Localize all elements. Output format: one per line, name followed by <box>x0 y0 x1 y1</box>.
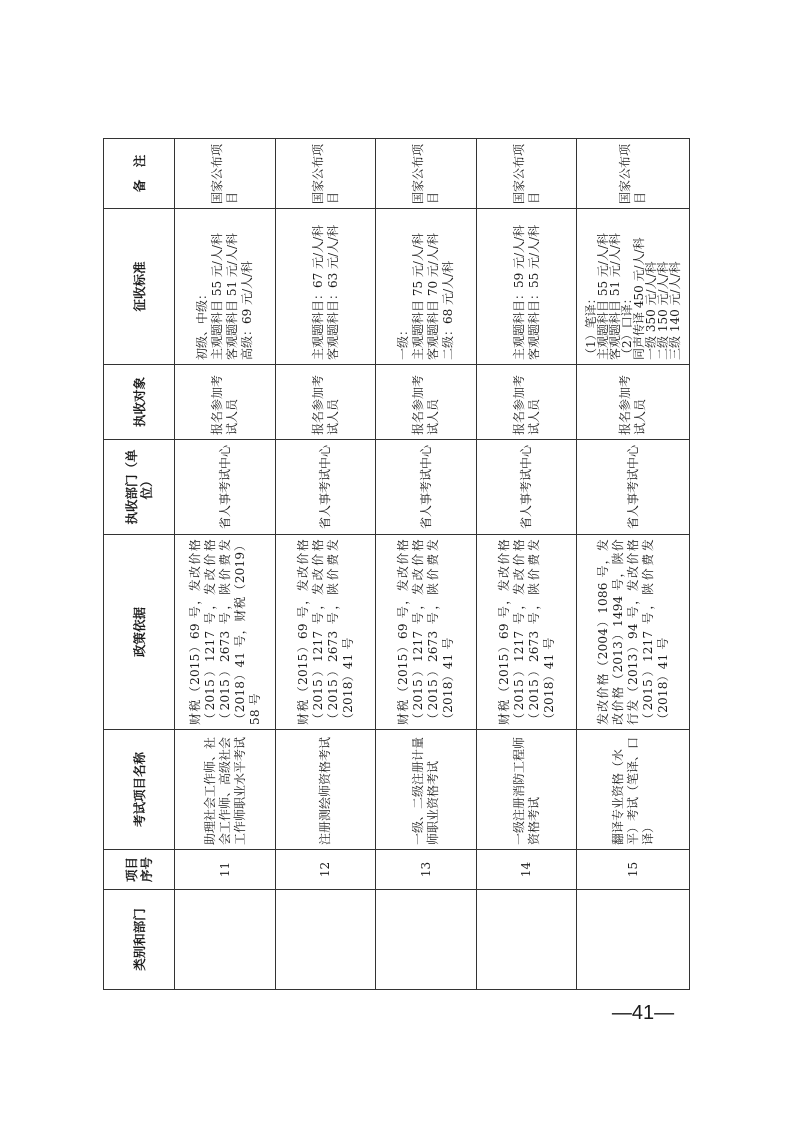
standard-line: 客观题科目 70 元/人/科 <box>426 233 441 360</box>
standard-line: 主观题科目：59 元/人/科 <box>511 224 526 360</box>
dept-cell: 省人事考试中心 <box>175 440 275 535</box>
target-cell: 报名参加考试人员 <box>577 365 690 440</box>
standard-line: 高级：69 元/人/科 <box>240 260 255 360</box>
seq-cell: 14 <box>476 850 576 890</box>
category-cell <box>275 890 375 990</box>
target-cell: 报名参加考试人员 <box>275 365 375 440</box>
page-number: —41— <box>611 1002 675 1024</box>
standard-cell <box>476 209 576 365</box>
header-standard: 征收标准 <box>104 209 175 365</box>
name-cell: 助理社会工作师、社会工作师、高级社会工作师职业水平考试 <box>175 730 275 850</box>
category-cell <box>376 890 476 990</box>
standard-line: 客观题科目：55 元/人/科 <box>526 224 541 360</box>
header-note: 备 注 <box>104 139 175 209</box>
target-cell: 报名参加考试人员 <box>476 365 576 440</box>
name-cell: 一级注册消防工程师资格考试 <box>476 730 576 850</box>
rotated-fee-table-container <box>103 139 690 990</box>
header-basis: 政策依据 <box>104 535 175 730</box>
target-cell: 报名参加考试人员 <box>376 365 476 440</box>
dept-cell: 省人事考试中心 <box>476 440 576 535</box>
name-cell: 一级、二级注册计量师职业资格考试 <box>376 730 476 850</box>
note-cell: 国家公布项目 <box>275 139 375 209</box>
standard-cell <box>376 209 476 365</box>
header-name: 考试项目名称 <box>104 730 175 850</box>
standard-line: 主观题科目 55 元/人/科 <box>210 233 225 360</box>
standard-line: 一级： <box>396 323 411 360</box>
seq-cell: 12 <box>275 850 375 890</box>
note-cell: 国家公布项目 <box>577 139 690 209</box>
standard-line: 客观题科目 51 元/人/科 <box>225 233 240 360</box>
standard-line: 三级 140 元/人/科 <box>668 261 683 360</box>
standard-line: 客观题科目：63 元/人/科 <box>325 224 340 360</box>
standard-line: 客观题科目 51 元/人/科 <box>608 233 623 360</box>
basis-cell: 财税（2015）69 号，发改价格（2015）1217 号，发改价格（2015）2673 号，陕价费发（2018）41 号 <box>275 535 375 730</box>
standard-line: （2）口译： <box>620 292 635 360</box>
header-dept: 执收部门（单位） <box>104 440 175 535</box>
seq-cell: 15 <box>577 850 690 890</box>
dept-cell: 省人事考试中心 <box>275 440 375 535</box>
table-row <box>577 139 690 990</box>
name-cell: 翻译专业资格（水平）考试（笔译、口译） <box>577 730 690 850</box>
header-target: 执收对象 <box>104 365 175 440</box>
header-seq: 项目序号 <box>104 850 175 890</box>
table-row <box>275 139 375 990</box>
name-cell: 注册测绘师资格考试 <box>275 730 375 850</box>
dept-cell: 省人事考试中心 <box>376 440 476 535</box>
standard-line: 初级、中级： <box>195 287 210 360</box>
exam-fee-table <box>103 138 690 990</box>
seq-cell: 11 <box>175 850 275 890</box>
table-row <box>376 139 476 990</box>
standard-cell <box>175 209 275 365</box>
dept-cell: 省人事考试中心 <box>577 440 690 535</box>
standard-line: 同声传译 450 元/人/科 <box>632 237 647 360</box>
standard-line: 主观题科目 55 元/人/科 <box>596 233 611 360</box>
table-row <box>175 139 275 990</box>
target-cell: 报名参加考试人员 <box>175 365 275 440</box>
standard-line: 二级 150 元/人/科 <box>656 261 671 360</box>
note-cell: 国家公布项目 <box>376 139 476 209</box>
category-cell <box>577 890 690 990</box>
category-cell <box>476 890 576 990</box>
standard-line: 一级 350 元/人/科 <box>644 261 659 360</box>
basis-cell: 财税（2015）69 号，发改价格（2015）1217 号，发改价格（2015）2673 号，陕价费发（2018）41 号 <box>376 535 476 730</box>
standard-line: 二级：68 元/人/科 <box>441 260 456 360</box>
standard-cell <box>577 209 690 365</box>
seq-cell: 13 <box>376 850 476 890</box>
basis-cell: 发改价格（2004）1086 号，发改价格（2013）1494 号，陕价行发（2013）94 号，发改价格（2015）1217 号，陕价费发（2018）41 号 <box>577 535 690 730</box>
note-cell: 国家公布项目 <box>175 139 275 209</box>
standard-line: （1）笔译： <box>584 292 599 360</box>
standard-cell <box>275 209 375 365</box>
basis-cell: 财税（2015）69 号，发改价格（2015）1217 号，发改价格（2015）2673 号，陕价费发（2018）41 号，财税（2019）58 号 <box>175 535 275 730</box>
table-header-row <box>104 139 175 990</box>
standard-line: 主观题科目：67 元/人/科 <box>310 224 325 360</box>
note-cell: 国家公布项目 <box>476 139 576 209</box>
table-row <box>476 139 576 990</box>
category-cell <box>175 890 275 990</box>
basis-cell: 财税（2015）69 号，发改价格（2015）1217 号，发改价格（2015）2673 号，陕价费发（2018）41 号 <box>476 535 576 730</box>
header-category: 类别和部门 <box>104 890 175 990</box>
standard-line: 主观题科目 75 元/人/科 <box>411 233 426 360</box>
